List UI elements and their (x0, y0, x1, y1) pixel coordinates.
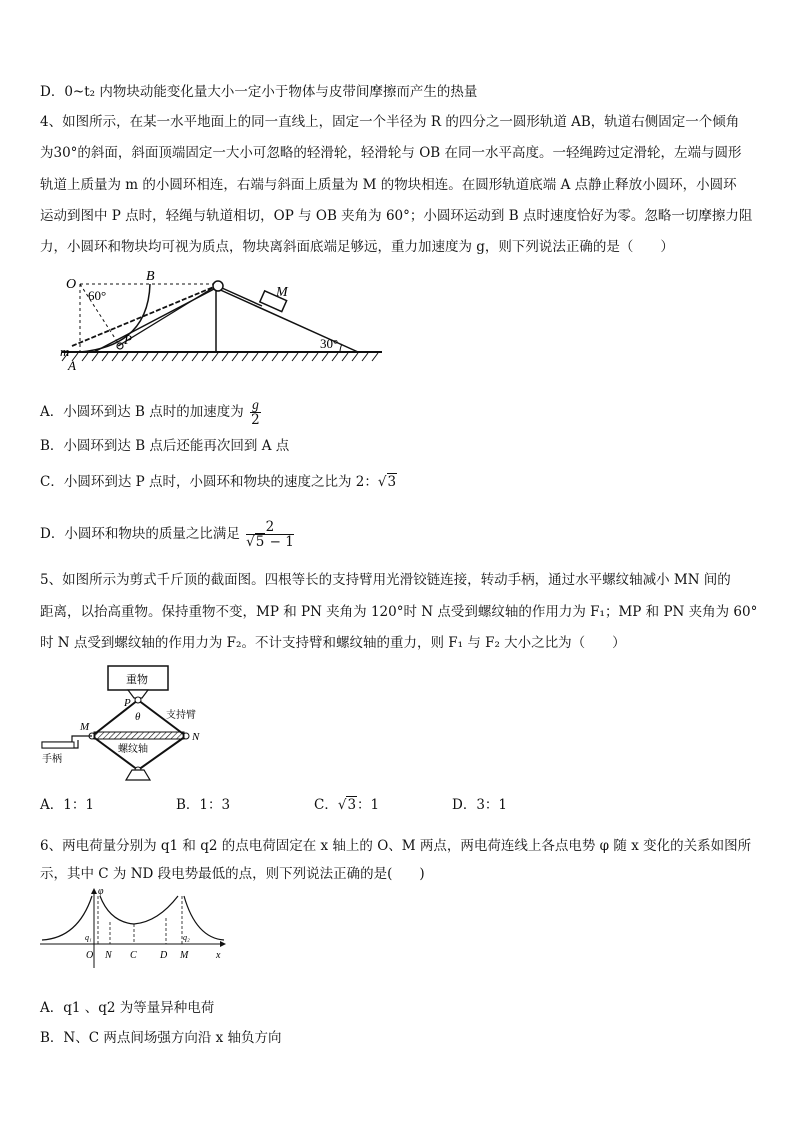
q4-line-4: 运动到图中 P 点时，轻绳与轨道相切，OP 与 OB 夹角为 60°；小圆环运动到 B 点时速度恰好为零。忽略一切摩擦力阻 (40, 208, 753, 224)
q4-option-c (40, 474, 397, 490)
q5-label-screw: 螺纹轴 (118, 744, 148, 755)
q6-label-q1: q₁ (85, 933, 92, 942)
sqrt-icon: √ (377, 474, 387, 490)
q6-label-d: D (160, 950, 168, 961)
q5-option-c (314, 797, 379, 813)
q4-option-d-num: 2 (246, 520, 294, 535)
q6-line-1: 6、两电荷量分别为 q1 和 q2 的点电荷固定在 x 轴上的 O、M 两点，两电荷连线上各点电势 φ 随 x 变化的关系如图所 (40, 838, 752, 854)
q5-option-c-root: 3 (347, 797, 357, 813)
q4-option-a (40, 398, 261, 427)
q4-label-a: A (68, 358, 76, 373)
q5-label-weight: 重物 (126, 674, 148, 686)
q4-figure-track-incline (58, 266, 398, 376)
q6-label-o: O (86, 950, 94, 961)
q4-label-60: 60° (88, 288, 107, 303)
q4-label-p: P (124, 332, 132, 347)
q5-option-c-suffix: ：1 (357, 797, 380, 813)
q4-line-2: 为30°的斜面，斜面顶端固定一大小可忽略的轻滑轮，轻滑轮与 OB 在同一水平高度。一轻绳跨过定滑轮，左端与圆形 (40, 145, 742, 161)
q4-option-a-den: 2 (251, 412, 260, 428)
q4-option-d-fraction (246, 520, 294, 549)
q4-option-b: B．小圆环到达 B 点后还能再次回到 A 点 (40, 438, 290, 454)
q4-line-3: 轨道上质量为 m 的小圆环相连，右端与斜面上质量为 M 的物块相连。在圆形轨道底端 A 点静止释放小圆环，小圆环 (40, 177, 737, 193)
q5-option-a: A．1：1 (40, 797, 94, 813)
q4-option-a-fraction (250, 398, 261, 427)
q4-option-a-num: g (252, 397, 259, 412)
q6-figure-potential-graph (38, 888, 228, 973)
q6-option-a: A．q1 、q2 为等量异种电荷 (40, 1000, 215, 1016)
q4-option-d-den-rest: − 1 (265, 534, 294, 550)
q4-option-a-text: A．小圆环到达 B 点时的加速度为 (40, 404, 244, 420)
q5-label-arm: 支持臂 (166, 710, 196, 721)
q6-line-2: 示，其中 C 为 ND 段电势最低的点，则下列说法正确的是( ) (40, 866, 425, 882)
q4-label-o: O (66, 277, 77, 292)
q5-option-d: D．3：1 (452, 797, 508, 813)
q5-line-3: 时 N 点受到螺纹轴的作用力为 F₂。不计支持臂和螺纹轴的重力，则 F₁ 与 F₂ 大小之比为（ ） (40, 635, 626, 651)
q5-label-handle: 手柄 (42, 754, 62, 765)
q5-figure-scissor-jack (38, 662, 228, 782)
q4-label-30: 30° (320, 336, 339, 351)
q5-option-c-prefix: C． (314, 797, 338, 813)
q6-label-phi: φ (98, 886, 104, 897)
q4-option-d-den (246, 535, 294, 549)
q5-line-2: 距离，以抬高重物。保持重物不变，MP 和 PN 夹角为 120°时 N 点受到螺纹轴的作用力为 F₁；MP 和 PN 夹角为 60° (40, 604, 758, 620)
q6-label-x: x (216, 950, 221, 961)
q5-label-m: M (80, 721, 90, 733)
q5-label-n: N (192, 731, 200, 743)
sqrt-icon: √ (337, 797, 347, 813)
q4-option-d (40, 520, 294, 549)
q6-label-c: C (130, 950, 137, 961)
q4-line-1: 4、如图所示，在某一水平地面上的同一直线上，固定一个半径为 R 的四分之一圆形轨道 AB，轨道右侧固定一个倾角 (40, 114, 740, 130)
q4-line-5: 力，小圆环和物块均可视为质点，物块离斜面底端足够远，重力加速度为 g，则下列说法正确的是（ ） (40, 239, 674, 255)
q5-label-p: P (124, 697, 131, 709)
q4-label-m-block: M (276, 285, 288, 300)
q5-label-theta: θ (135, 711, 141, 723)
q4-option-d-text: D．小圆环和物块的质量之比满足 (40, 526, 240, 542)
q4-option-c-text: C．小圆环到达 P 点时，小圆环和物块的速度之比为 2： (40, 474, 378, 490)
q6-label-m: M (180, 950, 189, 961)
q5-line-1: 5、如图所示为剪式千斤顶的截面图。四根等长的支持臂用光滑铰链连接，转动手柄，通过水平螺纹轴减小 MN 间的 (40, 572, 731, 588)
q5-option-b: B．1：3 (176, 797, 231, 813)
q4-label-b: B (146, 269, 155, 284)
sqrt-icon: √ (246, 534, 255, 550)
q4-label-m-ring: m (60, 344, 70, 359)
q4-option-c-root: 3 (387, 474, 397, 490)
previous-question-option-d: D．0~t₂ 内物块动能变化量大小一定小于物体与皮带间摩擦而产生的热量 (40, 84, 478, 100)
q4-option-d-den-root: 5 (255, 534, 265, 550)
q6-label-n: N (105, 950, 112, 961)
q6-option-b: B．N、C 两点间场强方向沿 x 轴负方向 (40, 1030, 282, 1046)
q6-label-q2: q₂ (183, 933, 190, 942)
